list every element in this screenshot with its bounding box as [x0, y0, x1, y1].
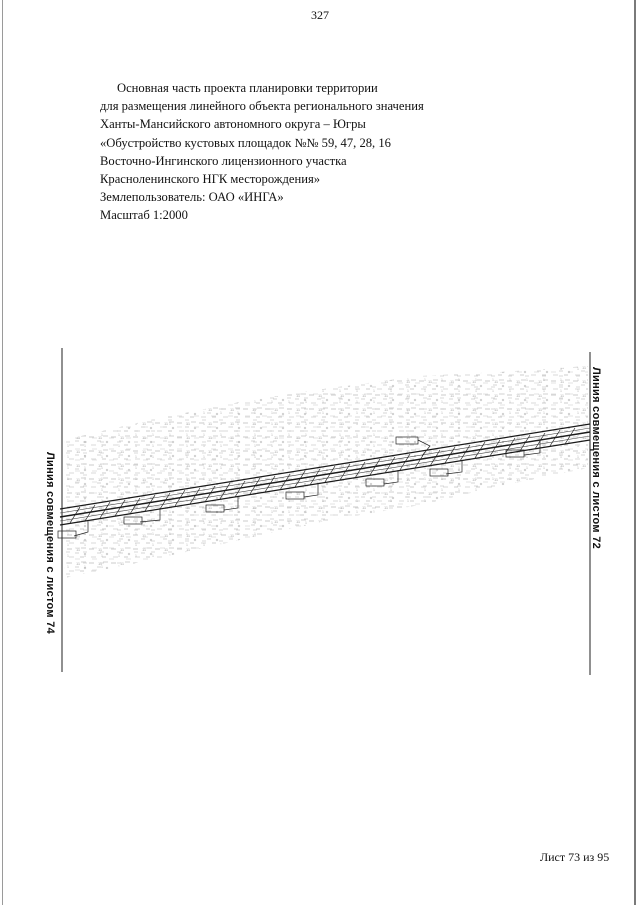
title-line: Масштаб 1:2000 [100, 208, 188, 223]
title-line: для размещения линейного объекта регионального значения [100, 99, 424, 114]
title-line: Основная часть проекта планировки территории [117, 81, 378, 95]
document-title [100, 79, 424, 225]
planning-drawing [0, 340, 640, 680]
sheet-number: Лист 73 из 95 [540, 850, 610, 864]
title-line: «Обустройство кустовых площадок №№ 59, 47, 28, 16 [100, 135, 391, 150]
title-line: Ханты-Мансийского автономного округа – Югры [100, 117, 366, 132]
title-line: Землепользователь: ОАО «ИНГА» [100, 190, 284, 205]
terrain-area-overlay [64, 366, 588, 578]
page-number: 327 [311, 8, 329, 22]
title-line: Восточно-Ингинского лицензионного участка [100, 153, 347, 168]
title-line: Красноленинского НГК месторождения» [100, 172, 321, 187]
match-line-label-right: Линия совмещения с листом 72 [590, 367, 602, 550]
match-line-label-left: Линия совмещения с листом 74 [44, 452, 56, 635]
